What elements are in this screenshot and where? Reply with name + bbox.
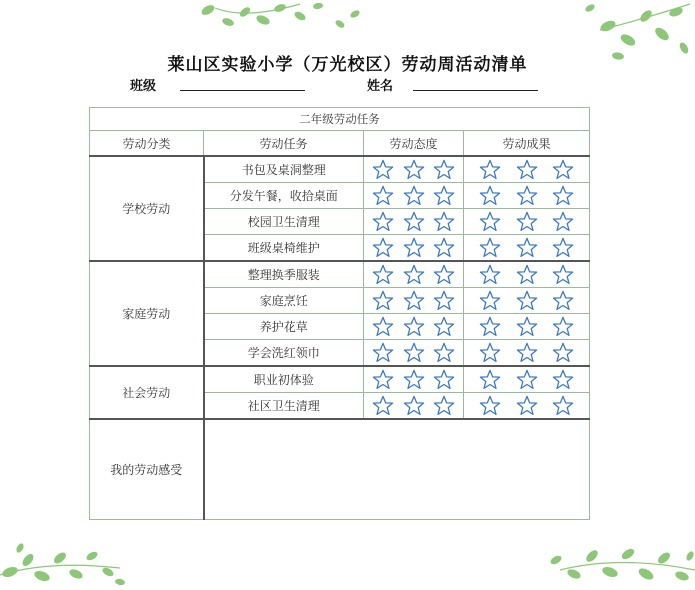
reflection-label: 我的劳动感受 (90, 419, 204, 520)
star-icon[interactable] (433, 316, 455, 337)
task-cell: 书包及桌洞整理 (204, 156, 364, 183)
attitude-rating-cell (364, 261, 464, 288)
category-cell: 学校劳动 (90, 156, 204, 261)
result-rating-cell (464, 183, 590, 209)
star-icon[interactable] (433, 342, 455, 363)
star-icon[interactable] (372, 395, 394, 416)
table-row (90, 261, 590, 288)
labor-task-table (89, 107, 590, 520)
star-icon[interactable] (479, 369, 501, 390)
star-icon[interactable] (403, 159, 425, 180)
result-rating-cell (464, 314, 590, 340)
column-header: 劳动分类 (90, 131, 204, 157)
star-rating[interactable] (364, 264, 463, 285)
attitude-rating-cell (364, 393, 464, 420)
task-cell: 整理换季服装 (204, 261, 364, 288)
star-rating[interactable] (364, 237, 463, 258)
star-icon[interactable] (403, 237, 425, 258)
task-cell: 分发午餐，收拾桌面 (204, 183, 364, 209)
star-rating[interactable] (464, 342, 589, 363)
star-icon[interactable] (479, 316, 501, 337)
star-rating[interactable] (464, 395, 589, 416)
star-icon[interactable] (552, 211, 574, 232)
star-icon[interactable] (372, 185, 394, 206)
star-icon[interactable] (479, 237, 501, 258)
star-icon[interactable] (552, 290, 574, 311)
star-icon[interactable] (433, 264, 455, 285)
result-rating-cell (464, 366, 590, 393)
star-icon[interactable] (433, 395, 455, 416)
star-icon[interactable] (516, 237, 538, 258)
task-cell: 社区卫生清理 (204, 393, 364, 420)
reflection-area[interactable] (204, 419, 590, 520)
star-icon[interactable] (516, 264, 538, 285)
star-icon[interactable] (479, 185, 501, 206)
star-icon[interactable] (552, 342, 574, 363)
attitude-rating-cell (364, 288, 464, 314)
star-rating[interactable] (464, 211, 589, 232)
star-icon[interactable] (479, 211, 501, 232)
attitude-rating-cell (364, 366, 464, 393)
star-icon[interactable] (516, 342, 538, 363)
star-rating[interactable] (364, 290, 463, 311)
star-icon[interactable] (552, 159, 574, 180)
star-icon[interactable] (433, 290, 455, 311)
star-icon[interactable] (403, 185, 425, 206)
table-row (90, 366, 590, 393)
column-header: 劳动成果 (464, 131, 590, 157)
star-icon[interactable] (516, 316, 538, 337)
star-icon[interactable] (552, 237, 574, 258)
star-icon[interactable] (552, 395, 574, 416)
star-rating[interactable] (364, 211, 463, 232)
star-icon[interactable] (516, 185, 538, 206)
task-cell: 班级桌椅维护 (204, 235, 364, 262)
star-rating[interactable] (464, 369, 589, 390)
task-cell: 校园卫生清理 (204, 209, 364, 235)
column-header: 劳动任务 (204, 131, 364, 157)
grade-title: 二年级劳动任务 (90, 108, 590, 131)
star-icon[interactable] (552, 316, 574, 337)
star-icon[interactable] (479, 264, 501, 285)
star-icon[interactable] (403, 316, 425, 337)
star-rating[interactable] (364, 395, 463, 416)
result-rating-cell (464, 209, 590, 235)
task-cell: 家庭烹饪 (204, 288, 364, 314)
star-rating[interactable] (464, 185, 589, 206)
star-icon[interactable] (372, 211, 394, 232)
star-icon[interactable] (403, 211, 425, 232)
category-cell: 家庭劳动 (90, 261, 204, 366)
star-icon[interactable] (516, 159, 538, 180)
attitude-rating-cell (364, 156, 464, 183)
result-rating-cell (464, 156, 590, 183)
result-rating-cell (464, 235, 590, 262)
star-icon[interactable] (403, 342, 425, 363)
name-label: 姓名 (367, 79, 394, 94)
star-icon[interactable] (516, 395, 538, 416)
star-icon[interactable] (403, 290, 425, 311)
star-icon[interactable] (403, 395, 425, 416)
star-icon[interactable] (516, 211, 538, 232)
star-icon[interactable] (552, 185, 574, 206)
star-icon[interactable] (479, 342, 501, 363)
class-label: 班级 (130, 79, 157, 94)
class-input-line[interactable] (180, 90, 305, 91)
star-icon[interactable] (372, 237, 394, 258)
star-rating[interactable] (364, 316, 463, 337)
star-icon[interactable] (433, 369, 455, 390)
star-icon[interactable] (552, 264, 574, 285)
star-icon[interactable] (372, 316, 394, 337)
task-cell: 学会洗红领巾 (204, 340, 364, 367)
star-rating[interactable] (364, 342, 463, 363)
star-icon[interactable] (479, 395, 501, 416)
star-rating[interactable] (464, 264, 589, 285)
star-icon[interactable] (516, 290, 538, 311)
star-rating[interactable] (464, 159, 589, 180)
star-icon[interactable] (403, 369, 425, 390)
star-rating[interactable] (364, 159, 463, 180)
star-rating[interactable] (364, 369, 463, 390)
category-cell: 社会劳动 (90, 366, 204, 419)
result-rating-cell (464, 288, 590, 314)
document-title: 莱山区实验小学（万光校区）劳动周活动清单 (167, 55, 528, 75)
task-cell: 职业初体验 (204, 366, 364, 393)
star-icon[interactable] (516, 369, 538, 390)
table-row (90, 156, 590, 183)
star-rating[interactable] (464, 290, 589, 311)
star-icon[interactable] (372, 264, 394, 285)
star-icon[interactable] (433, 185, 455, 206)
star-rating[interactable] (364, 185, 463, 206)
star-icon[interactable] (372, 159, 394, 180)
attitude-rating-cell (364, 235, 464, 262)
result-rating-cell (464, 261, 590, 288)
attitude-rating-cell (364, 314, 464, 340)
attitude-rating-cell (364, 340, 464, 367)
star-icon[interactable] (552, 369, 574, 390)
attitude-rating-cell (364, 209, 464, 235)
result-rating-cell (464, 340, 590, 367)
name-input-line[interactable] (413, 90, 538, 91)
star-rating[interactable] (464, 316, 589, 337)
star-icon[interactable] (403, 264, 425, 285)
star-icon[interactable] (372, 369, 394, 390)
star-icon[interactable] (372, 342, 394, 363)
star-icon[interactable] (479, 159, 501, 180)
reflection-row (90, 419, 590, 520)
star-rating[interactable] (464, 237, 589, 258)
result-rating-cell (464, 393, 590, 420)
star-icon[interactable] (433, 237, 455, 258)
attitude-rating-cell (364, 183, 464, 209)
star-icon[interactable] (433, 159, 455, 180)
task-cell: 养护花草 (204, 314, 364, 340)
star-icon[interactable] (479, 290, 501, 311)
column-header: 劳动态度 (364, 131, 464, 157)
star-icon[interactable] (433, 211, 455, 232)
star-icon[interactable] (372, 290, 394, 311)
